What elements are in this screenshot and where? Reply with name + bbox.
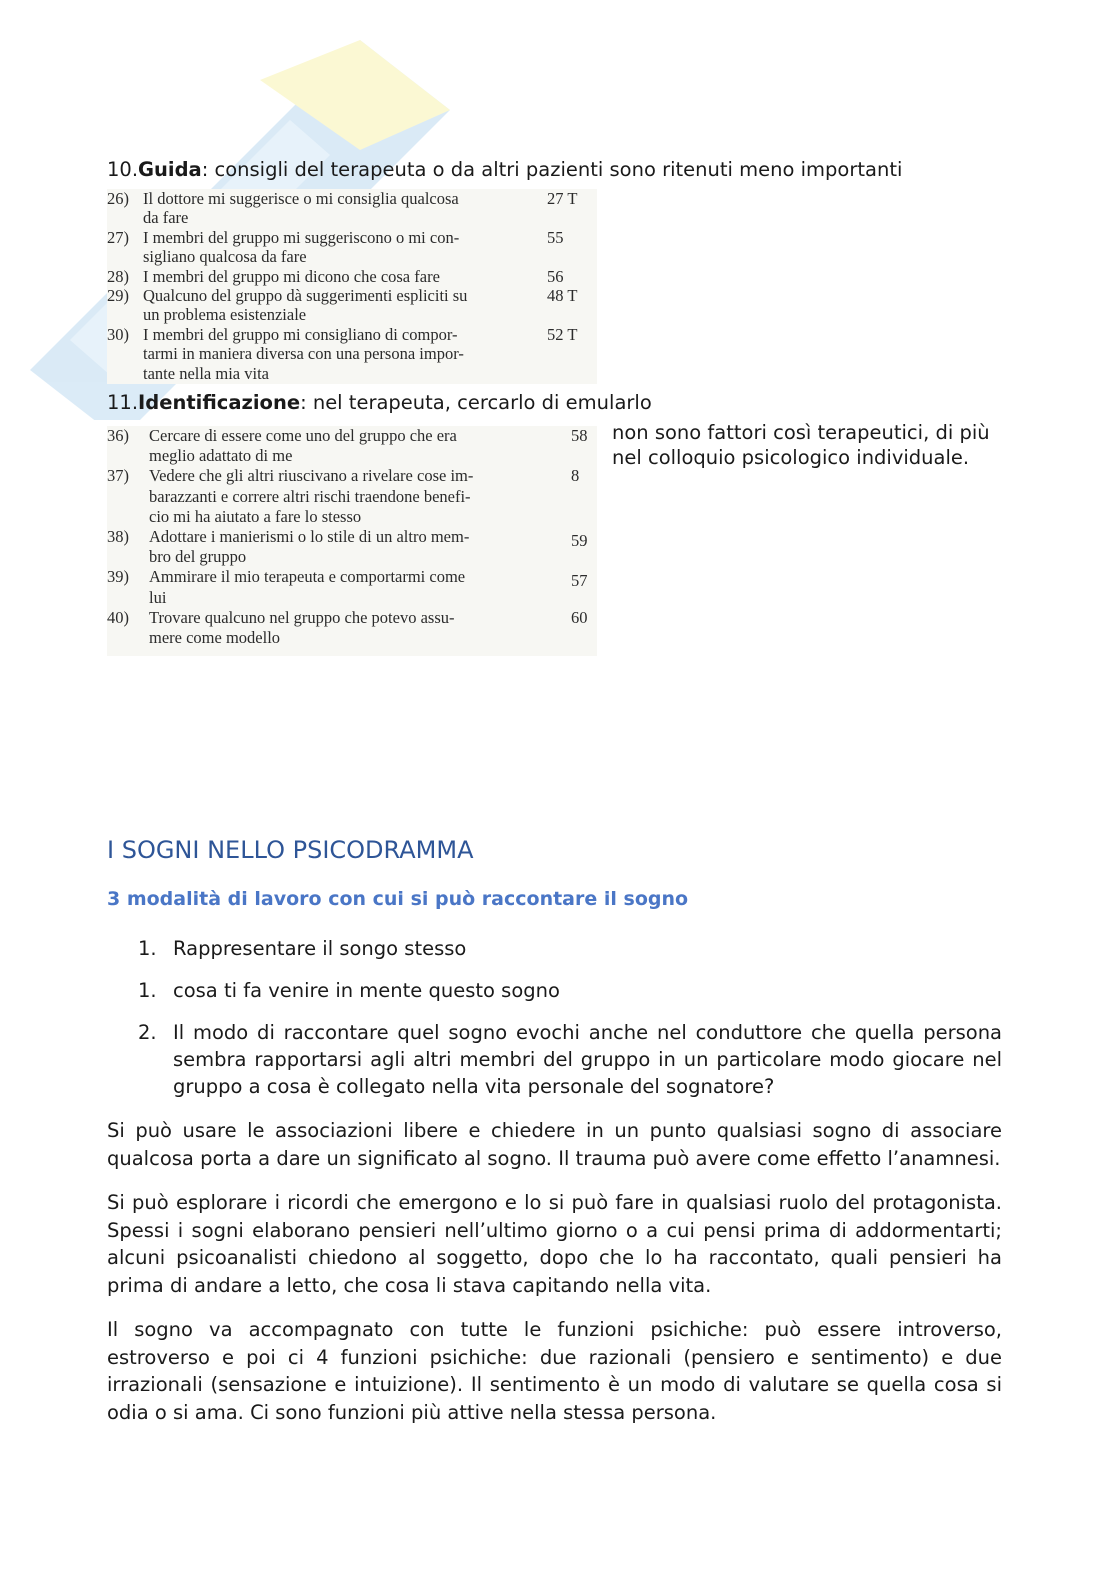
table-row: 28) I membri del gruppo mi dicono che cosa fare 56 bbox=[107, 266, 564, 286]
table-row: 38) Adottare i manierismi o lo stile di un altro mem- bro del gruppo 59 bbox=[107, 527, 588, 567]
table-row: 40) Trovare qualcuno nel gruppo che potevo assu- mere come modello 60 bbox=[107, 607, 588, 648]
list-item: 1. cosa ti fa venire in mente questo sogno bbox=[138, 979, 560, 1002]
section-11-side-note: non sono fattori così terapeutici, di più nel colloquio psicologico individuale. bbox=[612, 421, 990, 469]
paragraph: Si può esplorare i ricordi che emergono e lo si può fare in qualsiasi ruolo del protagonista. Spessi i sogni elaborano pensieri nell’ultimo giorno o a cui pensi prima di addormentarti; alcuni psicoanalisti chiedono al soggetto, dopo che lo ha raccontato, quali pensieri ha prima di andare a letto, che cosa li stava capitando nella vita. bbox=[107, 1191, 1002, 1297]
sogni-paragraphs bbox=[107, 1117, 1002, 1443]
section-10-title: Guida bbox=[138, 158, 202, 181]
sogni-title: I SOGNI NELLO PSICODRAMMA bbox=[107, 836, 474, 864]
table-row: 29) Qualcuno del gruppo dà suggerimenti espliciti su un problema esistenziale 48 T bbox=[107, 286, 578, 325]
paragraph: Si può usare le associazioni libere e chiedere in un punto qualsiasi sogno di associare qualcosa porta a dare un significato al sogno. Il trauma può avere come effetto l’anamnesi. bbox=[107, 1119, 1002, 1170]
table-row: 27) I membri del gruppo mi suggeriscono o mi con- sigliano qualcosa da fare 55 bbox=[107, 227, 564, 267]
table-row: 39) Ammirare il mio terapeuta e comportarmi come lui 57 bbox=[107, 567, 588, 607]
section-10-number: 10. bbox=[107, 158, 139, 181]
paragraph: Il sogno va accompagnato con tutte le funzioni psichiche: può essere introverso, estroverso e poi ci 4 funzioni psichiche: due razionali (pensiero e sentimento) e due irrazionali (sensazione e intuizione). Il sentimento è un modo di valutare se quella cosa si odia o si ama. Ci sono funzioni più attive nella stessa persona. bbox=[107, 1318, 1002, 1424]
section-11-table bbox=[107, 426, 597, 656]
section-10-heading bbox=[107, 157, 902, 183]
section-11-heading bbox=[107, 390, 652, 416]
list-item: 1. Rappresentare il songo stesso bbox=[138, 937, 467, 960]
section-11-text: : nel terapeuta, cercarlo di emularlo bbox=[300, 391, 652, 414]
sogni-subtitle: 3 modalità di lavoro con cui si può raccontare il sogno bbox=[107, 888, 689, 910]
section-11-number: 11. bbox=[107, 391, 139, 414]
section-10-text: : consigli del terapeuta o da altri pazienti sono ritenuti meno importanti bbox=[201, 158, 903, 181]
sogni-list bbox=[107, 935, 1002, 1100]
table-row: 37) Vedere che gli altri riuscivano a rivelare cose im- barazzanti e correre altri rischi traendone benefi- cio mi ha aiutato a fare lo stesso 8 bbox=[107, 466, 580, 526]
section-11-title: Identificazione bbox=[138, 391, 301, 414]
list-item: 2. Il modo di raccontare quel sogno evochi anche nel conduttore che quella persona sembra rapportarsi agli altri membri del gruppo in un particolare modo giocare nel gruppo a cosa è collegato nella vita personale del sognatore? bbox=[138, 1021, 1002, 1098]
table-row: 30) I membri del gruppo mi consigliano di compor- tarmi in maniera diversa con una persona impor- tante nella mia vita 52 T bbox=[107, 324, 578, 383]
section-10-table bbox=[107, 189, 597, 384]
table-row: 26) Il dottore mi suggerisce o mi consiglia qualcosa da fare 27 T bbox=[107, 189, 578, 228]
table-row: 36) Cercare di essere come uno del gruppo che era meglio adattato di me 58 bbox=[107, 426, 588, 466]
